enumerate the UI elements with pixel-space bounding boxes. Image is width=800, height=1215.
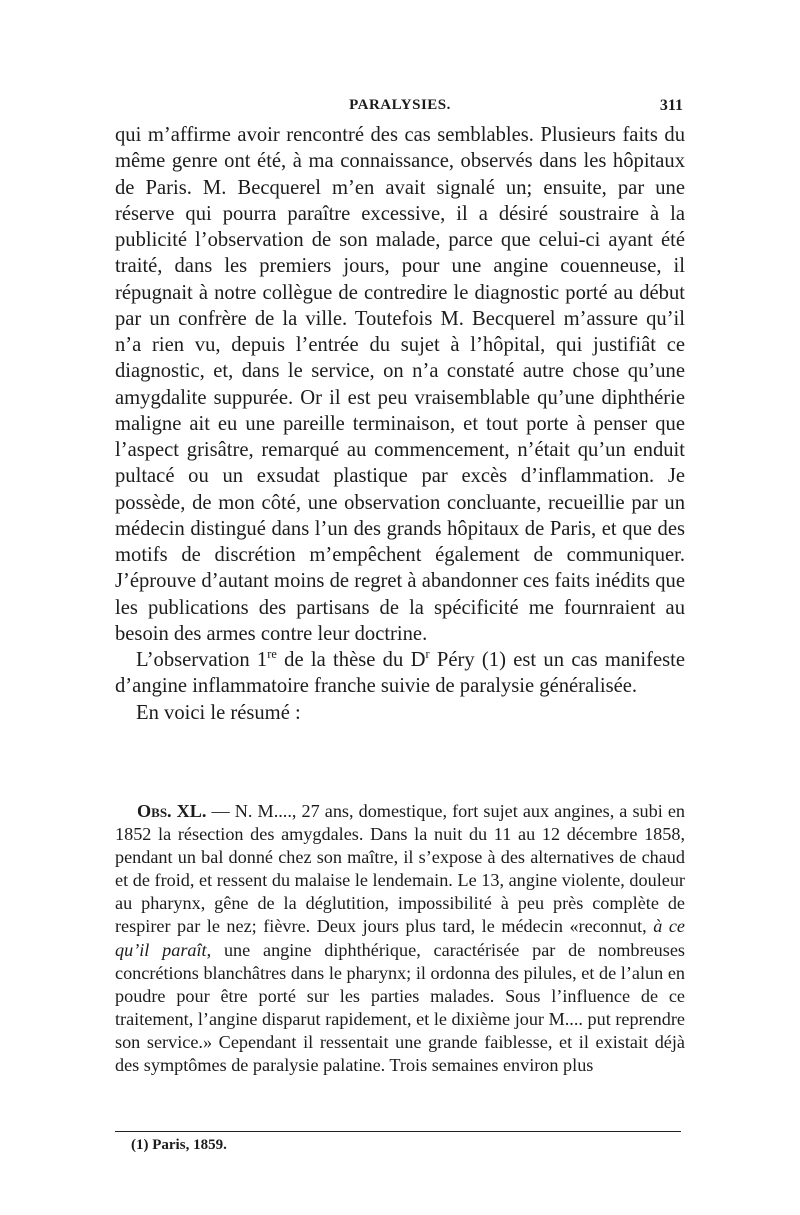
observation-italic: à ce qu’il paraît [115,916,685,960]
paragraph-summary-intro: En voici le résumé : [136,701,301,724]
running-title: PARALYSIES. [349,97,451,113]
paragraph-text-part: L’observation 1 [136,649,268,671]
superscript: r [425,647,430,662]
observation-text-part: — N. M...., 27 ans, domestique, fort sujet aux angines, a subi en 1852 la résection des amygdales. Dans la nuit du 11 au 12 décembre 1858, pendant un bal donné chez son maître, il s’expose à des alternatives de chaud et de froid, et ressent du malaise le lendemain. Le 13, angine violente, douleur au pharynx, gêne de la déglutition, impossibilité à peu près complète de respirer par le nez; fièvre. Deux jours plus tard, le médecin «reconnut, [115,801,685,937]
main-text [115,122,685,726]
superscript: re [267,647,277,662]
footnote-rule [115,1131,681,1132]
paragraph-pery-thesis [115,647,685,700]
page-number: 311 [659,97,683,114]
observation-label: Obs. XL. [137,801,207,821]
paragraph-continued: qui m’affirme avoir rencontré des cas semblables. Plusieurs faits du même genre ont été, à ma connaissance, observés dans les hôpitaux de Paris. M. Becquerel m’en avait signalé un; ensuite, par une réserve qui pourra paraître excessive, il a désiré soustraire à la publicité l’observation de son malade, parce que celui-ci ayant été traité, dans les premiers jours, pour une angine couenneuse, il répugnait à notre collègue de contredire le diagnostic porté au début par un confrère de la ville. Toutefois M. Becquerel m’assure qu’il n’a rien vu, depuis l’entrée du sujet à l’hôpital, qui justifiât ce diagnostic, et, dans le service, on n’a constaté autre chose qu’une amygdalite suppurée. Or il est peu vraisemblable qu’une diphthérie maligne ait eu une pareille terminaison, et tout porte à penser que l’aspect grisâtre, remarqué au commencement, n’était qu’un enduit pultacé ou un exsudat plastique par excès d’inflammation. Je possède, de mon côté, une observation concluante, recueillie par un médecin distingué dans l’un des grands hôpitaux de Paris, et que des motifs de discrétion m’empêchent également de communiquer. J’éprouve d’autant moins de regret à abandonner ces faits inédits que les publications des partisans de la spécificité me fournraient au besoin des armes contre leur doctrine. [115,124,685,645]
observation-paragraph [115,800,685,1077]
paragraph-text-part: Péry (1) est un cas manifeste d’angine inflammatoire franche suivie de paralysie généralisée. [115,649,685,698]
running-head [117,97,683,121]
observation-text-part: , une angine diphthérique, caractérisée par de nombreuses concrétions blanchâtres dans le pharynx; il ordonna des pilules, et de l’alun en poudre pour être porté sur les parties malades. Sous l’influence de ce traitement, l’angine disparut rapidement, et le dixième jour M.... put reprendre son service.» Cependant il ressentait une grande faiblesse, et il existait déjà des symptômes de paralysie palatine. Trois semaines environ plus [115,939,685,1076]
paragraph-text-part: de la thèse du D [276,649,426,671]
observation-text [115,800,685,1077]
footnote: (1) Paris, 1859. [131,1137,227,1153]
